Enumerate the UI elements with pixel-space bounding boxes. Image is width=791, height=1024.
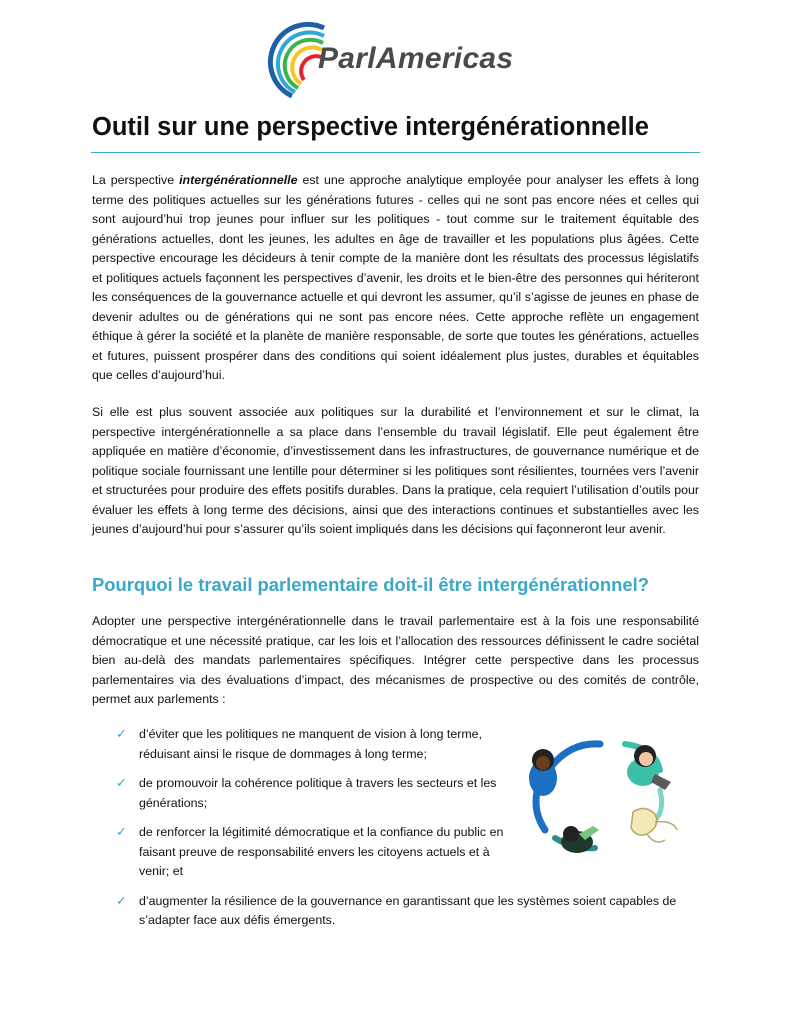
list-item-text: d’augmenter la résilience de la gouvernance en garantissant que les systèmes soient capables de s’adapter face aux défis émergents. <box>139 893 677 927</box>
logo-wordmark: ParlAmericas <box>318 42 514 75</box>
context-paragraph: Si elle est plus souvent associée aux politiques sur la durabilité et l’environnement et sur le climat, la perspective intergénérationnelle a sa place dans l’ensemble du travail législatif. Elle peut également être appliquée en matière d’économie, d’investissement dans les infrastructures, de gouvernance numérique et de politique sociale fournissant une lentille pour déterminer si les politiques sont résilientes, tournées vers l’avenir et structurées pour produire des effets positifs durables. Dans la pratique, cela requiert l’utilisation d’outils pour évaluer les effets à long terme des décisions, ainsi que des interactions continues et substantielles avec les jeunes d’aujourd’hui pour s’assurer qu’ils soient impliqués dans les décisions qui façonneront leur avenir. <box>92 405 699 536</box>
intro-paragraph <box>92 171 699 386</box>
list-item-text: d’éviter que les politiques ne manquent de vision à long terme, réduisant ainsi le risque de dommages à long terme; <box>139 727 483 761</box>
section-paragraph: Adopter une perspective intergénérationnelle dans le travail parlementaire est à la fois une responsabilité démocratique et une nécessité pratique, car les lois et l’allocation des ressources définissent le cadre sociétal bien au-delà des mandats parlementaires spécifiques. Intégrer cette perspective dans les processus parlementaires via des évaluations d’impact, des mécanismes de prospective ou des comités de contrôle, permet aux parlements : <box>92 614 699 706</box>
parlamericas-logo <box>262 22 532 102</box>
list-item <box>116 892 702 931</box>
page-title: Outil sur une perspective intergénérationnelle <box>92 113 649 141</box>
people-circle-illustration <box>515 730 690 865</box>
intro-emphasis: intergénérationnelle <box>179 173 298 187</box>
intro-text-before: La perspective <box>92 173 180 187</box>
checkmark-icon: ✓ <box>116 824 127 839</box>
checkmark-icon: ✓ <box>116 892 127 908</box>
people-holding-hands-icon <box>515 730 690 865</box>
list-item-text: de promouvoir la cohérence politique à travers les secteurs et les générations; <box>139 776 497 810</box>
checkmark-icon: ✓ <box>116 775 127 790</box>
title-divider <box>91 152 700 153</box>
checkmark-icon: ✓ <box>116 726 127 741</box>
list-item-text: de renforcer la légitimité démocratique et la confiance du public en faisant preuve de responsabilité envers les citoyens actuels et à venir; et <box>139 825 504 878</box>
section-heading: Pourquoi le travail parlementaire doit-il être intergénérationnel? <box>92 574 649 595</box>
intro-text-after: est une approche analytique employée pour analyser les effets à long terme des politiques actuelles sur les générations futures - celles qui ne sont pas encore nées et celles qui sont aujourd’hui trop jeunes pour influer sur les politiques - tout comme sur le traitement équitable des générations actuelles, dont les jeunes, les adultes en âge de travailler et les populations plus âgées. Cette perspective encourage les décideurs à tenir compte de la manière dont les résultats des processus législatifs et politiques actuels façonnent les perspectives d’avenir, les droits et le bien-être des personnes qui hériteront les conséquences de la gouvernance actuelle et qui devront les assumer, qu’il s’agisse de jeunes en phase de devenir adultes ou de générations qui ne sont pas encore nées. Cette approche reflète un engagement éthique à gérer la société et la planète de manière responsable, de sorte que toutes les générations, actuelles et futures, puissent prospérer dans des conditions qui soient idéalement plus justes, durables et équitables que celles d’aujourd’hui. <box>92 173 699 382</box>
